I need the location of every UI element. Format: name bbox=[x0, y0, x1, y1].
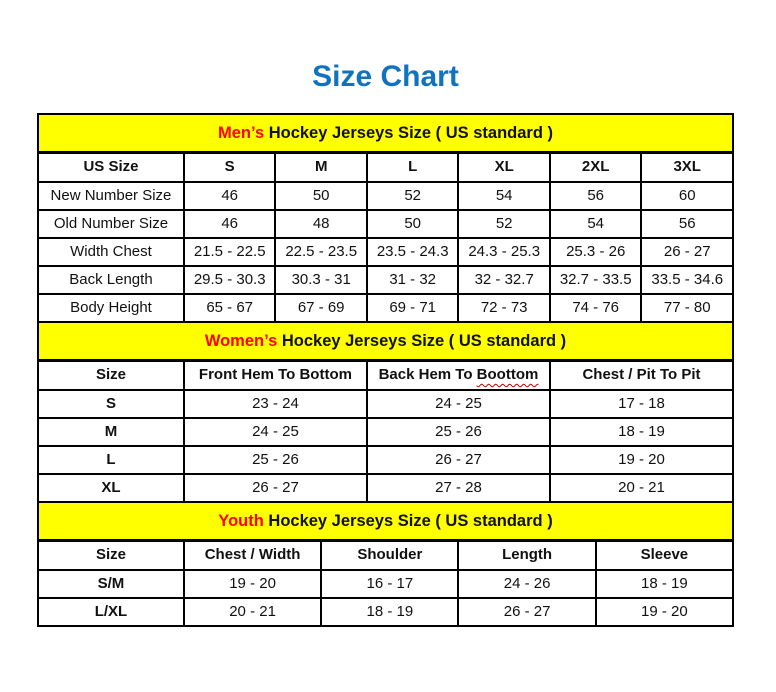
cell-value: 22.5 - 23.5 bbox=[275, 238, 367, 266]
mens-section-highlight: Men’s bbox=[217, 123, 265, 142]
mens-section-title-rest: Hockey Jerseys Size ( US standard ) bbox=[264, 123, 554, 142]
mens-section-band-row bbox=[38, 114, 733, 153]
cell-value: 56 bbox=[550, 182, 642, 210]
table-row bbox=[38, 570, 733, 598]
cell-value: 65 - 67 bbox=[184, 294, 276, 322]
column-header: S bbox=[184, 153, 276, 183]
table-row bbox=[38, 294, 733, 322]
cell-value: 32 - 32.7 bbox=[458, 266, 550, 294]
table-row bbox=[38, 210, 733, 238]
row-label: New Number Size bbox=[38, 182, 184, 210]
column-header: Size bbox=[38, 361, 184, 391]
cell-value: 67 - 69 bbox=[275, 294, 367, 322]
cell-value: 46 bbox=[184, 182, 276, 210]
cell-value: 77 - 80 bbox=[641, 294, 733, 322]
column-header: Sleeve bbox=[596, 541, 733, 571]
cell-value: 16 - 17 bbox=[321, 570, 458, 598]
column-header: 3XL bbox=[641, 153, 733, 183]
row-label: XL bbox=[38, 474, 184, 502]
cell-value: 50 bbox=[275, 182, 367, 210]
cell-value: 69 - 71 bbox=[367, 294, 459, 322]
table-row bbox=[38, 598, 733, 626]
size-chart-page bbox=[37, 0, 734, 627]
row-label: S bbox=[38, 390, 184, 418]
cell-value: 31 - 32 bbox=[367, 266, 459, 294]
cell-value: 60 bbox=[641, 182, 733, 210]
cell-value: 27 - 28 bbox=[367, 474, 550, 502]
column-header: XL bbox=[458, 153, 550, 183]
column-header: Size bbox=[38, 541, 184, 571]
cell-value: 18 - 19 bbox=[550, 418, 733, 446]
cell-value: 20 - 21 bbox=[184, 598, 321, 626]
cell-value: 24.3 - 25.3 bbox=[458, 238, 550, 266]
cell-value: 24 - 25 bbox=[367, 390, 550, 418]
cell-value: 19 - 20 bbox=[550, 446, 733, 474]
mens-size-table bbox=[37, 113, 734, 323]
table-row bbox=[38, 418, 733, 446]
youth-column-header-row bbox=[38, 541, 733, 571]
womens-section-header bbox=[38, 322, 733, 361]
cell-value: 26 - 27 bbox=[458, 598, 595, 626]
cell-value: 18 - 19 bbox=[596, 570, 733, 598]
cell-value: 26 - 27 bbox=[641, 238, 733, 266]
column-header: 2XL bbox=[550, 153, 642, 183]
cell-value: 48 bbox=[275, 210, 367, 238]
column-header: Length bbox=[458, 541, 595, 571]
table-row bbox=[38, 266, 733, 294]
cell-value: 17 - 18 bbox=[550, 390, 733, 418]
womens-section-highlight: Women’s bbox=[204, 331, 278, 350]
youth-size-table bbox=[37, 501, 734, 627]
cell-value: 52 bbox=[367, 182, 459, 210]
table-row bbox=[38, 182, 733, 210]
column-header: M bbox=[275, 153, 367, 183]
size-chart-tables bbox=[37, 113, 734, 627]
cell-value: 56 bbox=[641, 210, 733, 238]
row-label: M bbox=[38, 418, 184, 446]
cell-value: 33.5 - 34.6 bbox=[641, 266, 733, 294]
column-header: Shoulder bbox=[321, 541, 458, 571]
row-label: Old Number Size bbox=[38, 210, 184, 238]
cell-value: 25 - 26 bbox=[367, 418, 550, 446]
column-header: L bbox=[367, 153, 459, 183]
column-header: Front Hem To Bottom bbox=[184, 361, 367, 391]
mens-column-header-row bbox=[38, 153, 733, 183]
cell-value: 54 bbox=[550, 210, 642, 238]
table-row bbox=[38, 474, 733, 502]
table-row bbox=[38, 390, 733, 418]
cell-value: 74 - 76 bbox=[550, 294, 642, 322]
misspelled-word: Boottom bbox=[476, 366, 539, 384]
column-header bbox=[367, 361, 550, 391]
cell-value: 18 - 19 bbox=[321, 598, 458, 626]
womens-size-table bbox=[37, 321, 734, 503]
womens-section-title-rest: Hockey Jerseys Size ( US standard ) bbox=[277, 331, 567, 350]
row-label: Body Height bbox=[38, 294, 184, 322]
row-label: S/M bbox=[38, 570, 184, 598]
row-label: Back Length bbox=[38, 266, 184, 294]
column-header-text: Back Hem To bbox=[378, 366, 477, 384]
cell-value: 32.7 - 33.5 bbox=[550, 266, 642, 294]
youth-section-highlight: Youth bbox=[218, 511, 264, 530]
youth-section-band-row bbox=[38, 502, 733, 541]
cell-value: 54 bbox=[458, 182, 550, 210]
youth-section-header bbox=[38, 502, 733, 541]
cell-value: 26 - 27 bbox=[367, 446, 550, 474]
cell-value: 30.3 - 31 bbox=[275, 266, 367, 294]
cell-value: 52 bbox=[458, 210, 550, 238]
cell-value: 21.5 - 22.5 bbox=[184, 238, 276, 266]
cell-value: 25.3 - 26 bbox=[550, 238, 642, 266]
mens-section-header bbox=[38, 114, 733, 153]
cell-value: 26 - 27 bbox=[184, 474, 367, 502]
row-label: Width Chest bbox=[38, 238, 184, 266]
youth-section-title-rest: Hockey Jerseys Size ( US standard ) bbox=[263, 511, 553, 530]
row-label: L bbox=[38, 446, 184, 474]
column-header: Chest / Pit To Pit bbox=[550, 361, 733, 391]
cell-value: 23.5 - 24.3 bbox=[367, 238, 459, 266]
cell-value: 50 bbox=[367, 210, 459, 238]
cell-value: 25 - 26 bbox=[184, 446, 367, 474]
cell-value: 72 - 73 bbox=[458, 294, 550, 322]
column-header: US Size bbox=[38, 153, 184, 183]
row-label: L/XL bbox=[38, 598, 184, 626]
cell-value: 24 - 26 bbox=[458, 570, 595, 598]
cell-value: 46 bbox=[184, 210, 276, 238]
table-row bbox=[38, 238, 733, 266]
cell-value: 29.5 - 30.3 bbox=[184, 266, 276, 294]
cell-value: 24 - 25 bbox=[184, 418, 367, 446]
table-row bbox=[38, 446, 733, 474]
page-title: Size Chart bbox=[312, 60, 459, 93]
womens-section-band-row bbox=[38, 322, 733, 361]
column-header: Chest / Width bbox=[184, 541, 321, 571]
womens-column-header-row bbox=[38, 361, 733, 391]
cell-value: 19 - 20 bbox=[596, 598, 733, 626]
cell-value: 19 - 20 bbox=[184, 570, 321, 598]
cell-value: 23 - 24 bbox=[184, 390, 367, 418]
cell-value: 20 - 21 bbox=[550, 474, 733, 502]
